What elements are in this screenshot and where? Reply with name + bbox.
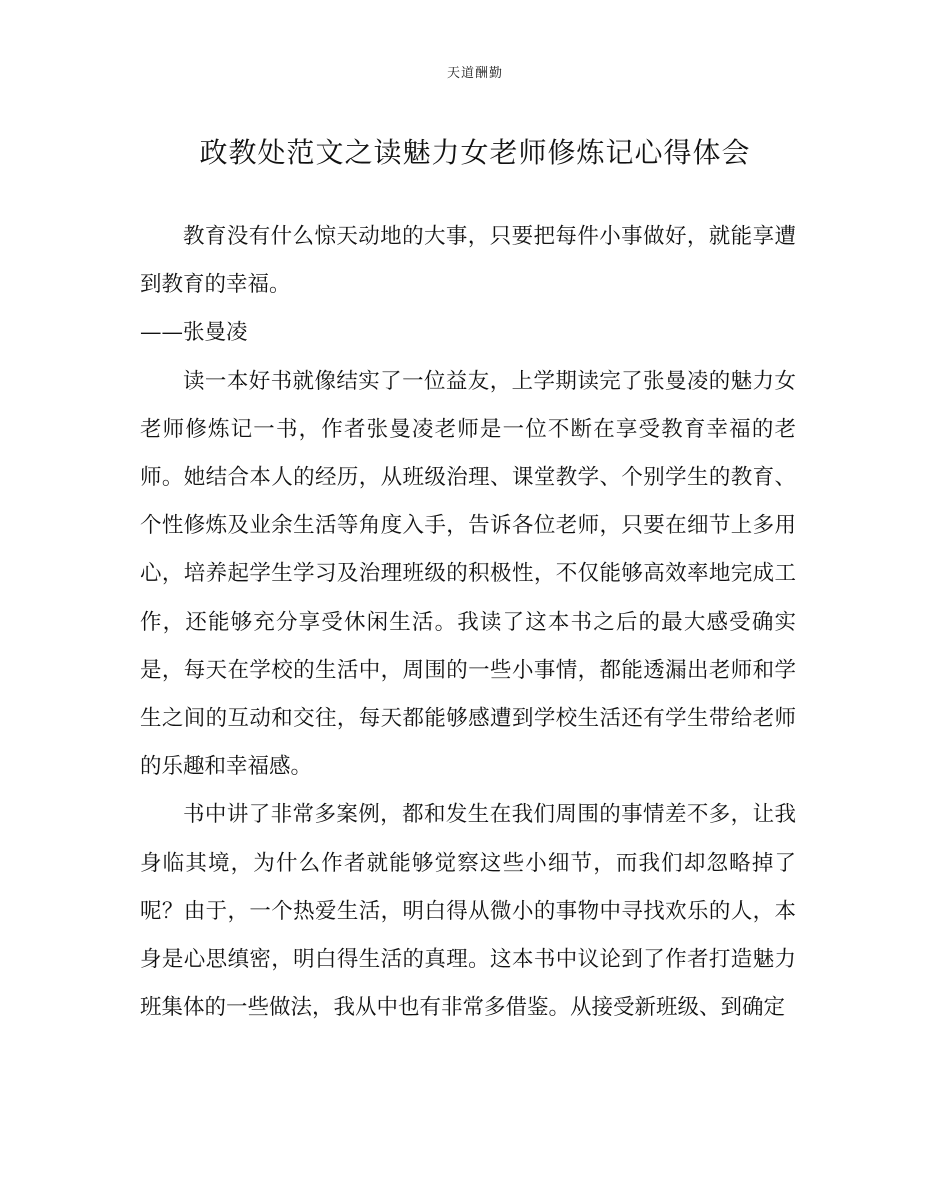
paragraph-intro: 读一本好书就像结实了一位益友，上学期读完了张曼凌的魅力女老师修炼记一书，作者张曼凌老师是一位不断在享受教育幸福的老师。她结合本人的经历，从班级治理、课堂教学、个别学生的教育、个性修炼及业余生活等角度入手，告诉各位老师，只要在细节上多用心，培养起学生学习及治理班级的积极性，不仅能够高效率地完成工作，还能够充分享受休闲生活。我读了这本书之后的最大感受确实是，每天在学校的生活中，周围的一些小事情，都能透漏出老师和学生之间的互动和交往，每天都能够感遭到学校生活还有学生带给老师的乐趣和幸福感。 [140,368,796,780]
document-body [140,213,796,1032]
paragraph-quote: 教育没有什么惊天动地的大事，只要把每件小事做好，就能享遭到教育的幸福。 [140,224,796,298]
page-header: 天道酬勤 [446,66,503,81]
paragraph-cases: 书中讲了非常多案例，都和发生在我们周围的事情差不多，让我身临其境，为什么作者就能够觉察这些小细节，而我们却忽略掉了呢？由于，一个热爱生活，明白得从微小的事物中寻找欢乐的人，本身是心思缜密，明白得生活的真理。这本书中议论到了作者打造魅力班集体的一些做法，我从中也有非常多借鉴。从接受新班级、到确定 [140,802,796,1021]
paragraph-attribution: ——张曼凌 [140,320,248,346]
document-title: 政教处范文之读魅力女老师修炼记心得体会 [199,136,751,169]
